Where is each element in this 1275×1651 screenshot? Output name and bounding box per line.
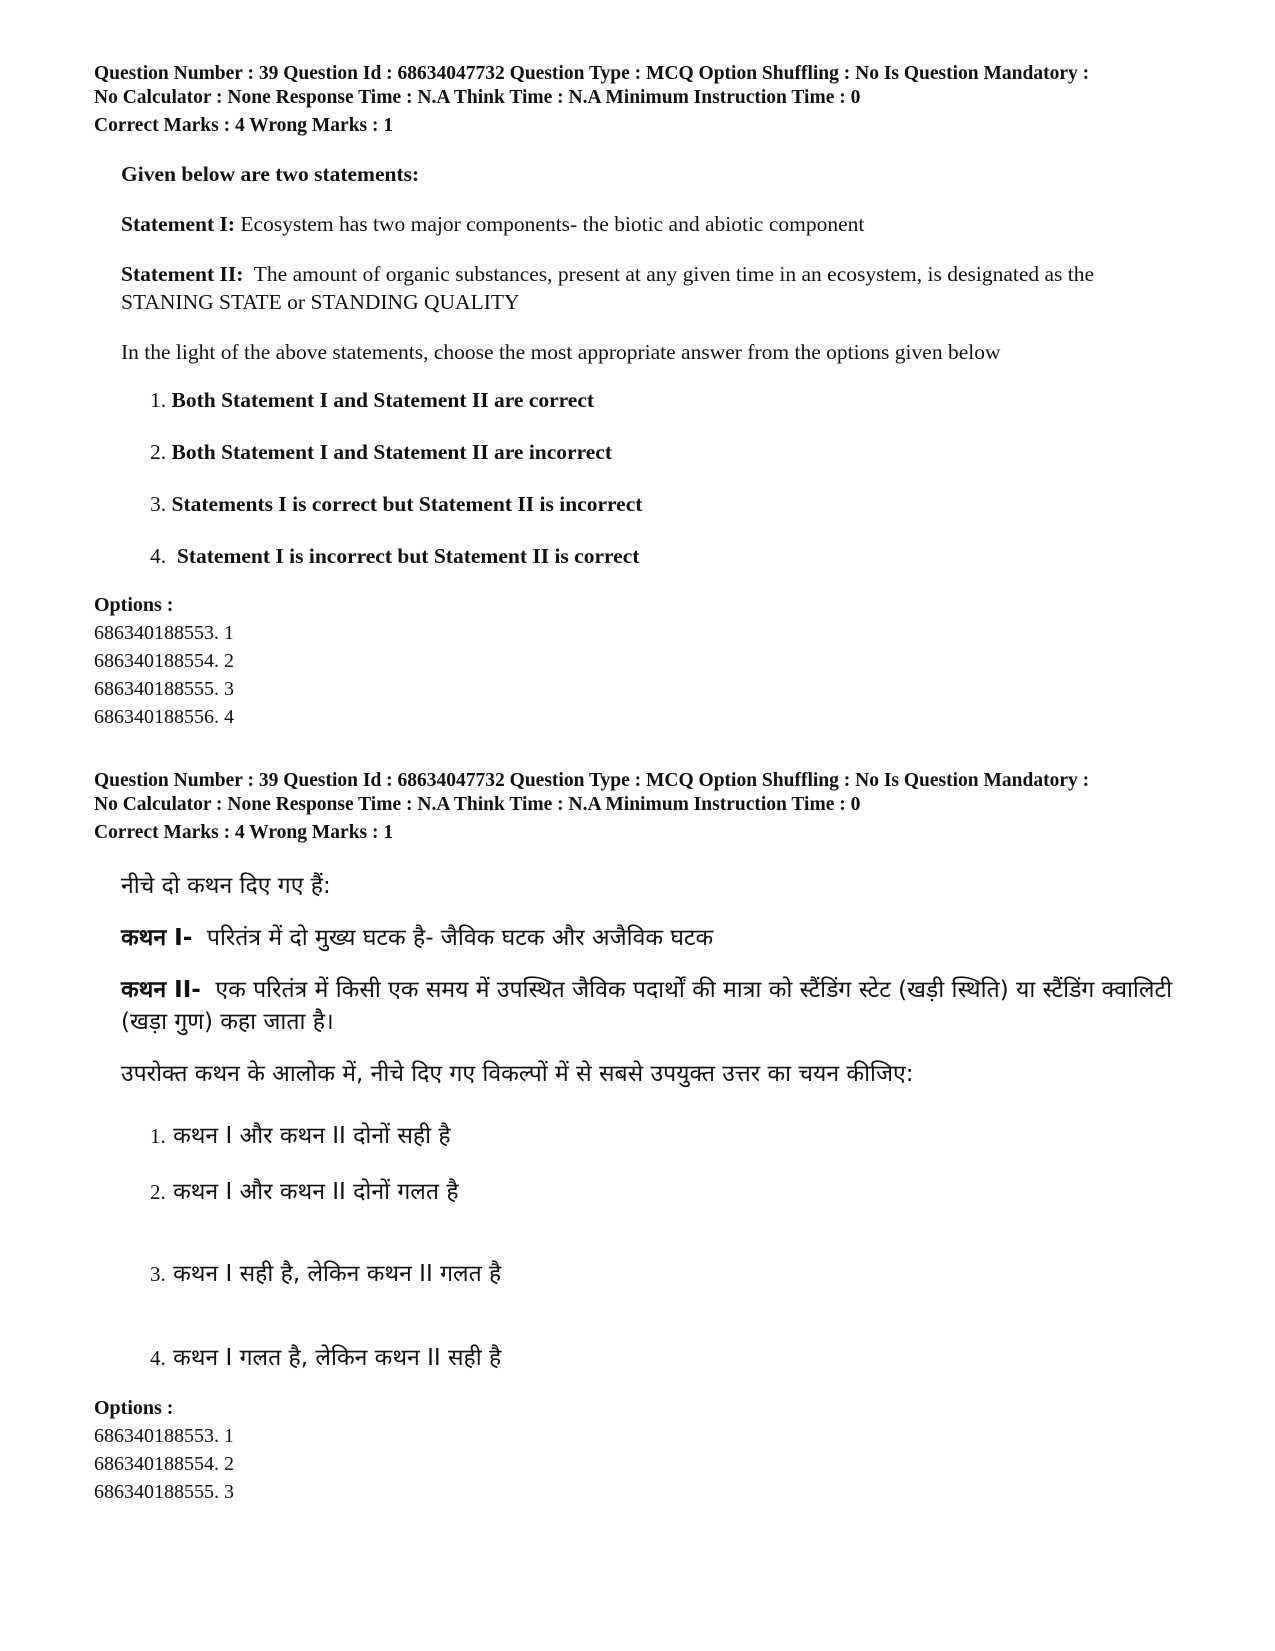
question-body: [121, 160, 1181, 366]
statement-2: [121, 974, 1181, 1038]
choice-1: 1. कथन I और कथन II दोनों सही है: [150, 1123, 451, 1149]
question-intro: नीचे दो कथन दिए गए हैं:: [121, 873, 331, 899]
statement-1-text: परितंत्र में दो मुख्य घटक है- जैविक घटक और अजैविक घटक: [206, 925, 714, 951]
choice-3: 3. Statements I is correct but Statement II is incorrect: [150, 492, 643, 516]
statement-2-text: The amount of organic substances, present at any given time in an ecosystem, is designated as the STANING STATE or STANDING QUALITY: [121, 262, 1095, 314]
option-id-line: 686340188554. 2: [94, 1453, 234, 1475]
instruction: उपरोक्त कथन के आलोक में, नीचे दिए गए विकल्पों में से सबसे उपयुक्त उत्तर का चयन कीजिए:: [121, 1061, 914, 1087]
question-intro: Given below are two statements:: [121, 162, 420, 186]
meta-line-2: No Calculator : None Response Time : N.A Think Time : N.A Minimum Instruction Time : 0: [94, 794, 861, 815]
statement-1: [121, 922, 1181, 954]
instruction: In the light of the above statements, choose the most appropriate answer from the options given below: [121, 340, 1001, 364]
statement-2: [121, 260, 1181, 316]
option-id-line: 686340188553. 1: [94, 1425, 234, 1447]
option-id-line: 686340188555. 3: [94, 678, 234, 700]
statement-1-text: Ecosystem has two major components- the biotic and abiotic component: [240, 212, 865, 236]
statement-2-label: Statement II:: [121, 262, 244, 286]
choice-2: 2. Both Statement I and Statement II are incorrect: [150, 440, 612, 464]
marks-line: Correct Marks : 4 Wrong Marks : 1: [94, 115, 394, 136]
choice-3: 3. कथन I सही है, लेकिन कथन II गलत है: [150, 1261, 502, 1287]
choice-4: 4. Statement I is incorrect but Statement II is correct: [150, 544, 640, 568]
choice-2: 2. कथन I और कथन II दोनों गलत है: [150, 1179, 459, 1205]
question-body: [121, 870, 1181, 1090]
option-id-line: 686340188555. 3: [94, 1481, 234, 1503]
meta-line-1: Question Number : 39 Question Id : 68634047732 Question Type : MCQ Option Shuffling : No Is Question Mandatory :: [94, 63, 1090, 84]
options-label: Options :: [94, 594, 174, 616]
statement-1-label: Statement I:: [121, 212, 236, 236]
option-id-line: 686340188554. 2: [94, 650, 234, 672]
marks-line: Correct Marks : 4 Wrong Marks : 1: [94, 822, 394, 843]
meta-line-2: No Calculator : None Response Time : N.A Think Time : N.A Minimum Instruction Time : 0: [94, 87, 861, 108]
statement-2-label: कथन II-: [121, 977, 201, 1003]
choice-1: 1. Both Statement I and Statement II are correct: [150, 388, 595, 412]
statement-2-text: एक परितंत्र में किसी एक समय में उपस्थित जैविक पदार्थों की मात्रा को स्टैंडिंग स्टेट (खड़ी स्थिति) या स्टैंडिंग क्वालिटी (खड़ा गुण) कहा जाता है।: [121, 977, 1173, 1035]
option-id-line: 686340188553. 1: [94, 622, 234, 644]
question-meta: [94, 62, 1214, 138]
statement-1: [121, 210, 1181, 238]
choice-4: 4. कथन I गलत है, लेकिन कथन II सही है: [150, 1345, 502, 1371]
meta-line-1: Question Number : 39 Question Id : 68634047732 Question Type : MCQ Option Shuffling : No Is Question Mandatory :: [94, 770, 1090, 791]
question-meta: [94, 769, 1214, 845]
statement-1-label: कथन I-: [121, 925, 193, 951]
option-id-line: 686340188556. 4: [94, 706, 234, 728]
options-label: Options :: [94, 1397, 174, 1419]
